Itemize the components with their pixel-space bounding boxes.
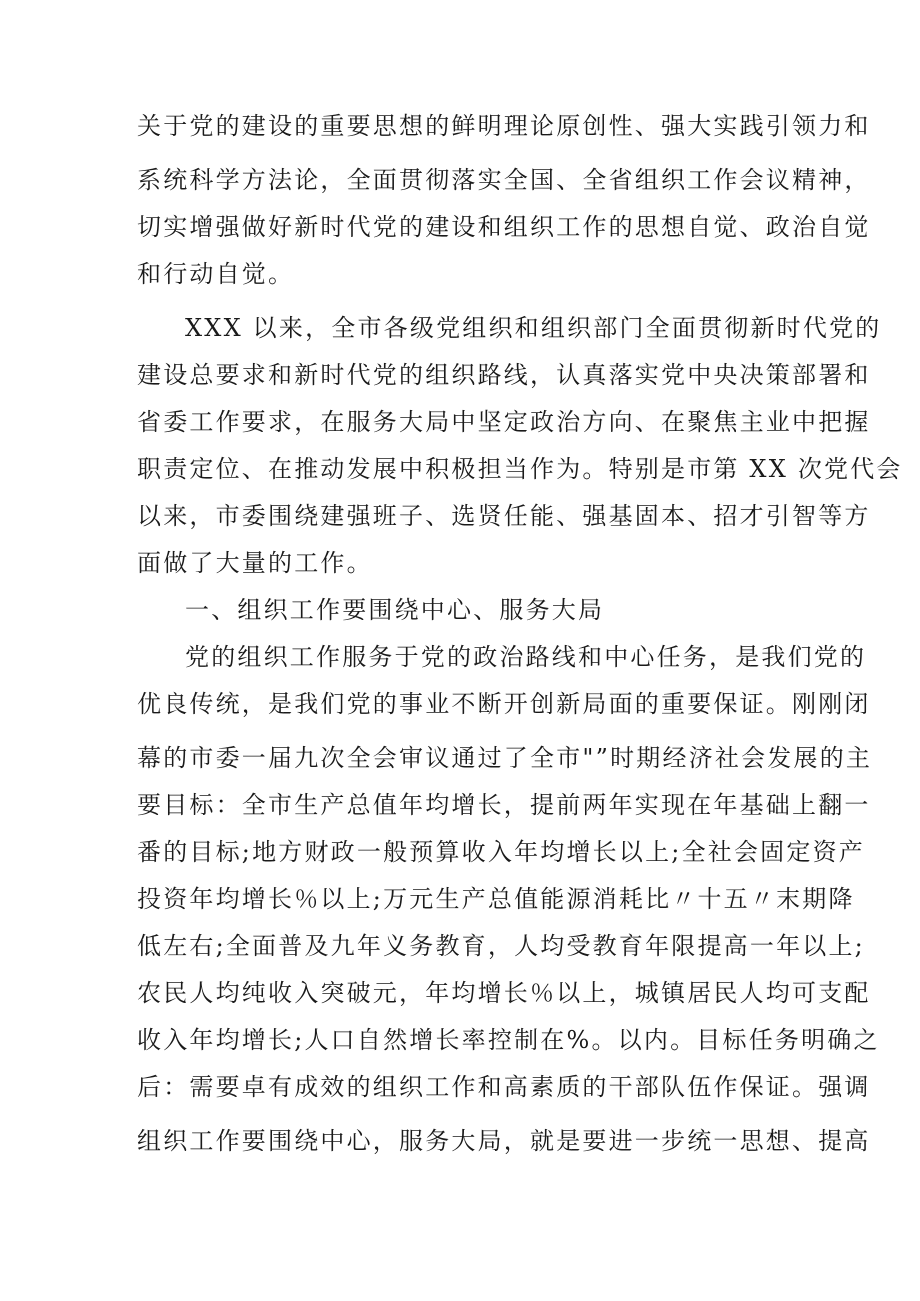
paragraph-line: 关于党的建设的重要思想的鲜明理论原创性、强大实践引领力和 — [137, 112, 871, 140]
paragraph-line: 职责定位、在推动发展中积极担当作为。特别是市第 XX 次党代会 — [137, 455, 903, 483]
paragraph-line: 党的组织工作服务于党的政治路线和中心任务，是我们党的 — [185, 643, 867, 671]
paragraph-line: 后：需要卓有成效的组织工作和高素质的干部队伍作保证。强调 — [137, 1073, 871, 1101]
paragraph-line: 投资年均增长％以上;万元生产总值能源消耗比〃十五〃末期降 — [137, 885, 855, 913]
paragraph-line: 优良传统，是我们党的事业不断开创新局面的重要保证。刚刚闭 — [137, 690, 871, 718]
paragraph-line: 省委工作要求，在服务大局中坚定政治方向、在聚焦主业中把握 — [137, 408, 871, 436]
paragraph-line: 农民人均纯收入突破元，年均增长％以上，城镇居民人均可支配 — [137, 979, 871, 1007]
paragraph-line: 番的目标;地方财政一般预算收入年均增长以上;全社会固定资产 — [137, 838, 865, 866]
paragraph-line: XXX 以来，全市各级党组织和组织部门全面贯彻新时代党的 — [185, 314, 882, 342]
paragraph-line: 低左右;全面普及九年义务教育，人均受教育年限提高一年以上; — [137, 932, 865, 960]
section-heading: 一、组织工作要围绕中心、服务大局 — [185, 596, 605, 624]
paragraph-line: 切实增强做好新时代党的建设和组织工作的思想自觉、政治自觉 — [137, 213, 871, 241]
paragraph-line: 面做了大量的工作。 — [137, 549, 373, 577]
paragraph-line: 组织工作要围绕中心，服务大局，就是要进一步统一思想、提高 — [137, 1127, 871, 1155]
paragraph-line: 系统科学方法论，全面贯彻落实全国、全省组织工作会议精神， — [137, 166, 871, 194]
paragraph-line: 收入年均增长;人口自然增长率控制在%。以内。目标任务明确之 — [137, 1026, 880, 1054]
paragraph-line: 建设总要求和新时代党的组织路线，认真落实党中央决策部署和 — [137, 361, 871, 389]
paragraph-line: 以来，市委围绕建强班子、选贤任能、强基固本、招才引智等方 — [137, 502, 871, 530]
paragraph-line: 要目标：全市生产总值年均增长，提前两年实现在年基础上翻一 — [137, 791, 871, 819]
paragraph-line: 幕的市委一届九次全会审议通过了全市"”时期经济社会发展的主 — [137, 744, 873, 772]
paragraph-line: 和行动自觉。 — [137, 260, 295, 288]
